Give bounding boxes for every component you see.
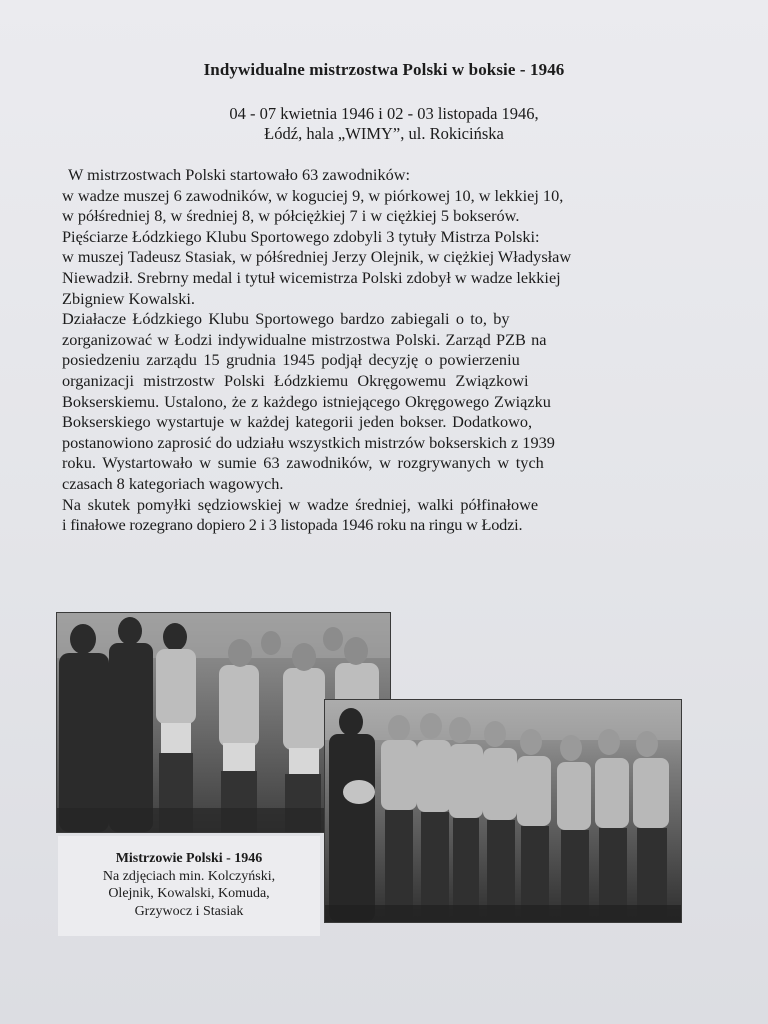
photo-caption-box (58, 836, 320, 936)
document-title: Indywidualne mistrzostwa Polski w boksie - 1946 (203, 60, 565, 79)
text-line: i finałowe rozegrano dopiero 2 i 3 listopada 1946 roku na ringu w Łodzi. (62, 515, 523, 535)
paragraph-results (62, 165, 682, 309)
text-line: Niewadził. Srebrny medal i tytuł wicemistrza Polski zdobył w wadze lekkiej (62, 267, 561, 287)
text-line: roku. Wystartowało w sumie 63 zawodników, w rozgrywanych w tych (62, 453, 544, 473)
paragraph-organization (62, 309, 682, 494)
text-line: Działacze Łódzkiego Klubu Sportowego bardzo zabiegali o to, by (62, 309, 510, 329)
text-line: Pięściarze Łódzkiego Klubu Sportowego zdobyli 3 tytuły Mistrza Polski: (62, 226, 540, 246)
text-line: organizacji mistrzostw Polski Łódzkiemu Okręgowemu Związkowi (62, 370, 529, 390)
photo-boxers-lineup-right (325, 700, 681, 922)
text-line: postanowiono zaprosić do udziału wszystkich mistrzów bokserskich z 1939 (62, 432, 555, 452)
caption-line: Na zdjęciach min. Kolczyński, (102, 868, 276, 884)
text-line: w półśredniej 8, w średniej 8, w półciężkiej 7 i w ciężkiej 5 bokserów. (62, 206, 520, 226)
paragraph-postponement (62, 495, 682, 536)
text-line: Bokserskiego wystartuje w każdej kategorii jeden bokser. Dodatkowo, (62, 412, 533, 432)
body-text (62, 165, 682, 536)
text-line: czasach 8 kategoriach wagowych. (62, 473, 284, 493)
document-subtitle (0, 104, 768, 144)
text-line: Bokserskiemu. Ustalono, że z każdego istniejącego Okręgowego Związku (62, 391, 551, 411)
text-line: Na skutek pomyłki sędziowskiej w wadze średniej, walki półfinałowe (62, 494, 539, 514)
text-line: posiedzeniu zarządu 15 grudnia 1945 podjął decyzję o powierzeniu (62, 350, 520, 370)
text-line: W mistrzostwach Polski startowało 63 zawodników: (68, 165, 411, 184)
text-line: Zbigniew Kowalski. (62, 288, 195, 308)
text-line: w muszej Tadeusz Stasiak, w półśredniej Jerzy Olejnik, w ciężkiej Władysław (62, 247, 572, 267)
subtitle-dates: 04 - 07 kwietnia 1946 i 02 - 03 listopada 1946, (229, 104, 539, 123)
photo-boxers-lineup-right-image (325, 700, 681, 922)
caption-line: Olejnik, Kowalski, Komuda, (108, 886, 270, 901)
subtitle-venue: Łódź, hala „WIMY”, ul. Rokicińska (264, 124, 504, 143)
text-line: w wadze muszej 6 zawodników, w koguciej 9, w piórkowej 10, w lekkiej 10, (62, 185, 564, 205)
caption-line: Grzywocz i Stasiak (134, 903, 244, 919)
photo-caption (58, 850, 320, 920)
caption-title: Mistrzowie Polski - 1946 (115, 851, 263, 866)
text-line: zorganizować w Łodzi indywidualne mistrzostwa Polski. Zarząd PZB na (62, 329, 547, 349)
